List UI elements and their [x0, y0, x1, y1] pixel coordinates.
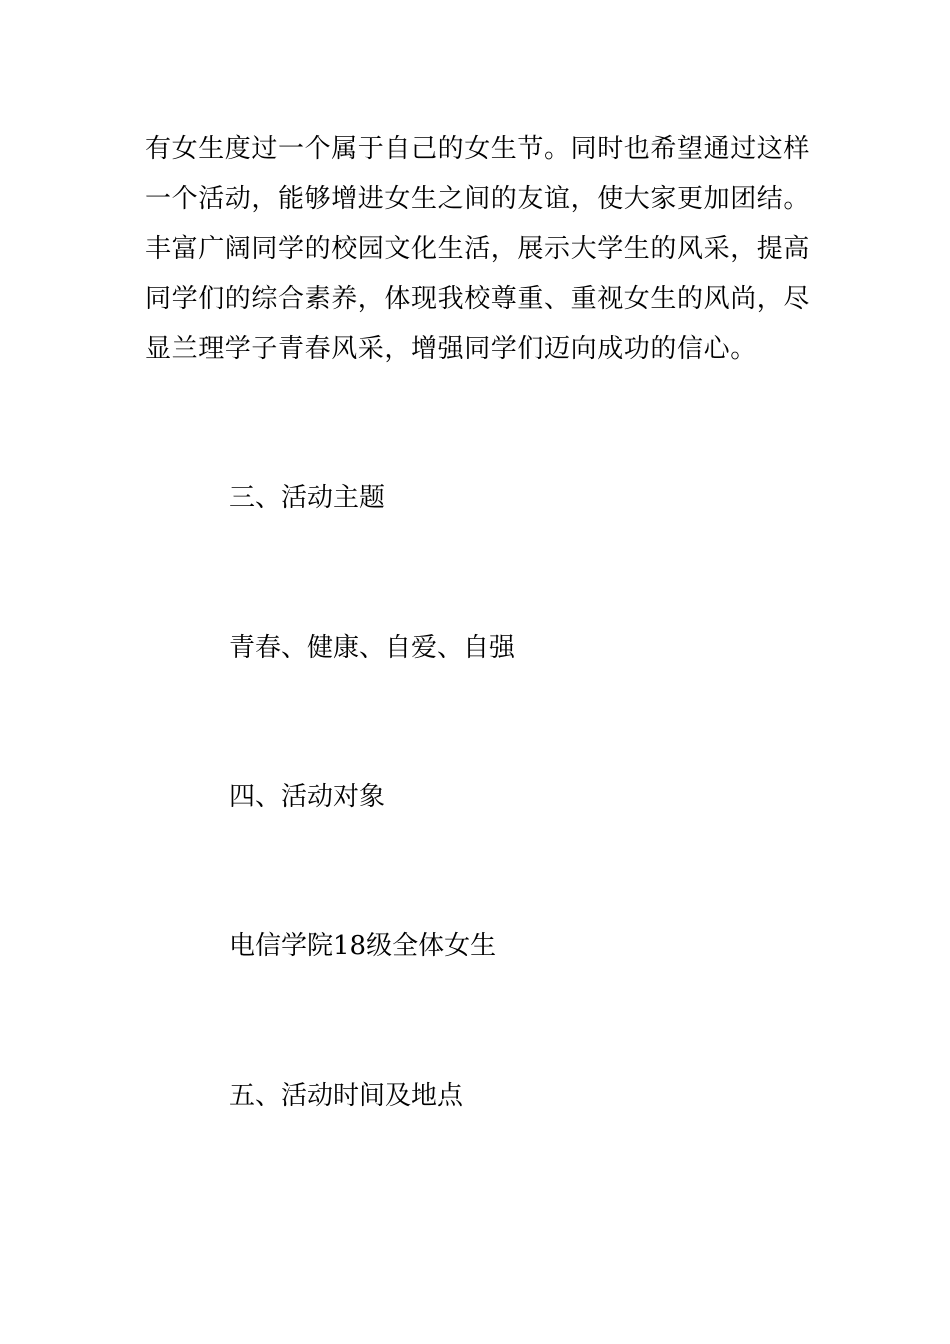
paragraph-line-4: 同学们的综合素养，体现我校尊重、重视女生的风尚，尽	[145, 284, 811, 314]
paragraph-line-5: 显兰理学子青春风采，增强同学们迈向成功的信心。	[145, 334, 757, 364]
paragraph-line-2: 一个活动，能够增进女生之间的友谊，使大家更加团结。	[145, 184, 811, 214]
section-heading-target: 四、活动对象	[229, 782, 386, 812]
section-content-target: 电信学院18级全体女生	[229, 931, 497, 961]
section-heading-time-place: 五、活动时间及地点	[229, 1081, 464, 1111]
paragraph-line-1: 有女生度过一个属于自己的女生节。同时也希望通过这样	[145, 134, 811, 164]
section-content-theme: 青春、健康、自爱、自强	[229, 633, 516, 663]
section-heading-theme: 三、活动主题	[229, 483, 386, 513]
paragraph-line-3: 丰富广阔同学的校园文化生活，展示大学生的风采，提高	[145, 234, 811, 264]
